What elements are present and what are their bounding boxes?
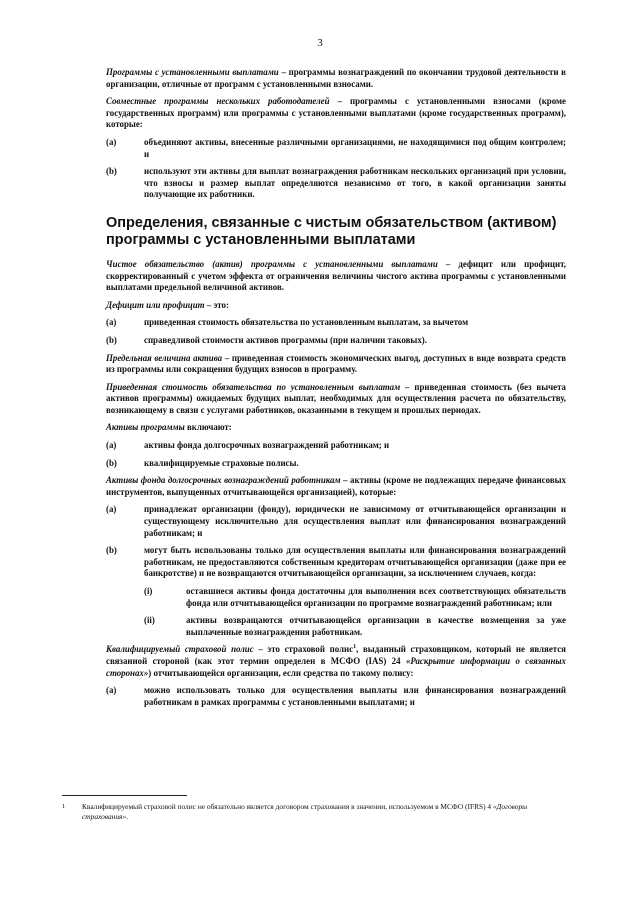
defined-term: Приведенная стоимость обязательства по установленным выплатам — [106, 381, 401, 392]
list-marker: (b) — [106, 166, 117, 177]
list-item-text: справедливой стоимости активов программы (при наличии таковых). — [144, 334, 427, 345]
definition-text: – это страховой полис — [253, 644, 354, 655]
list-item-text: объединяют активы, внесенные различными организациями, не находящимися под общим контролем; и — [144, 136, 566, 159]
section-heading: Определения, связанные с чистым обязательством (активом) программы с установленными выплатами — [106, 214, 557, 248]
list-item — [106, 166, 566, 201]
list-marker: (ii) — [144, 615, 155, 626]
definition-text: – это: — [204, 299, 229, 310]
definition-multi-employer-plans — [106, 96, 566, 131]
list-item — [106, 504, 566, 539]
list-item — [106, 458, 566, 470]
defined-term: Квалифицируемый страховой полис — [106, 644, 254, 655]
list-marker: (b) — [106, 334, 117, 345]
list-item-text: могут быть использованы только для осуществления выплаты или финансирования вознаграждений работникам, не предоставляются собственным кредиторам отчитывающейся организации (даже при ее банкротстве) и не возвращаются отчитывающейся организации, за исключением случаев, когда: — [144, 545, 566, 579]
list-item — [106, 317, 566, 329]
footnote-body: Квалифицируемый страховой полис не обязательно является договором страхования в значении, используемом в МСФО (IFRS) 4 — [82, 802, 493, 811]
list-item-text: можно использовать только для осуществления выплаты или финансирования вознаграждений работникам в рамках программы с установленными выплатами; и — [144, 685, 566, 707]
sub-list-item — [144, 615, 566, 638]
list-marker: (a) — [106, 685, 117, 696]
definition-text: – активы (кроме не подлежащих передаче финансовых инструментов, выпущенных отчитывающейся организацией), которые: — [106, 475, 566, 497]
definition-text: – программы вознаграждений по окончании трудовой деятельности в организации, отличные от программ с установленными взносами. — [106, 67, 566, 89]
definition-plan-assets — [106, 422, 566, 434]
list-item — [106, 137, 566, 160]
defined-term: Активы фонда долгосрочных вознаграждений работникам — [106, 475, 341, 486]
definition-defined-benefit-plans — [106, 67, 566, 90]
list-marker: (b) — [106, 457, 117, 468]
list-item-text: квалифицируемые страховые полисы. — [144, 457, 299, 468]
definition-text: – приведенная стоимость экономических выгод, доступных в виде возврата средств из программы или сокращения будущих взносов в программу. — [106, 352, 566, 375]
defined-term: Дефицит или профицит — [106, 299, 205, 310]
definition-asset-ceiling — [106, 353, 566, 376]
footnote-marker: 1 — [62, 803, 66, 810]
list-item-text: принадлежат организации (фонду), юридически не зависимому от отчитывающейся организации и существующему исключительно для осуществления выплат или финансирования вознаграждений работникам; и — [144, 504, 566, 538]
footnote-standard-title: «Договоры страхования» — [82, 802, 528, 821]
definition-qualifying-policy — [106, 644, 566, 679]
list-item — [106, 440, 566, 452]
definition-text: – приведенная стоимость (без вычета активов программы) ожидаемых будущих выплат, необходимых для осуществления расчета по обязательству, возникающему в связи с услугами работников, оказанными в текущем и прошлых периодах. — [106, 381, 566, 415]
list-item — [106, 685, 566, 708]
footnote — [62, 802, 566, 822]
defined-term: Программы с установленными выплатами — [106, 67, 279, 77]
definition-fund-assets — [106, 475, 566, 498]
definition-pv-obligation — [106, 382, 566, 417]
defined-term: Активы программы — [106, 422, 185, 433]
defined-term: Чистое обязательство (актив) программы с установленными выплатами — [106, 258, 438, 269]
footnote-text — [82, 802, 566, 822]
list-item — [106, 545, 566, 580]
footnote-reference: 1 — [353, 644, 357, 651]
list-marker: (a) — [106, 136, 117, 147]
list-marker: (a) — [106, 504, 117, 515]
list-item-text: оставшиеся активы фонда достаточны для выполнения всех соответствующих обязательств фонда или отчитывающейся организации по программе вознаграждений работникам; или — [186, 586, 566, 608]
definition-text: , выданный страховщиком, который не является связанной стороной (как этот термин определен в МСФО (IAS) 24 — [106, 644, 566, 666]
definition-text: ) отчитывающейся организации, если средства по такому полису: — [148, 667, 414, 678]
list-item-text: приведенная стоимость обязательства по установленным выплатам, за вычетом — [144, 317, 469, 328]
sub-list-item — [144, 586, 566, 609]
footnote-end: . — [126, 812, 129, 821]
list-item-text: активы фонда долгосрочных вознаграждений работникам; и — [144, 440, 390, 451]
document-body — [106, 67, 566, 714]
list-marker: (a) — [106, 317, 117, 328]
definition-text: включают: — [184, 422, 232, 433]
definition-text: – программы с установленными взносами (кроме государственных программ) или программы с установленными выплатами (кроме государственных программ), которые: — [106, 96, 566, 130]
definition-net-liability — [106, 259, 566, 294]
list-item — [106, 335, 566, 347]
list-item-text: активы возвращаются отчитывающейся организации в качестве возмещения за уже выплаченные вознаграждения работникам. — [186, 615, 566, 637]
definition-text: – дефицит или профицит, скорректированный с учетом эффекта от ограничения величины чистого актива программы с установленными выплатами предельной величиной активов. — [106, 258, 566, 293]
standard-title: «Раскрытие информации о связанных сторонах» — [106, 655, 566, 678]
list-marker: (b) — [106, 545, 117, 556]
definition-deficit-surplus — [106, 300, 566, 312]
list-marker: (a) — [106, 440, 117, 451]
list-marker: (i) — [144, 586, 153, 596]
defined-term: Совместные программы нескольких работодателей — [106, 96, 330, 107]
page-number: 3 — [317, 37, 323, 49]
footnote-divider — [62, 795, 187, 796]
defined-term: Предельная величина актива — [106, 352, 223, 363]
list-item-text: используют эти активы для выплат вознаграждения работникам нескольких организаций при условии, что взносы и размер выплат определяются независимо от того, в какой организации заняты получающие их работники. — [144, 166, 566, 200]
